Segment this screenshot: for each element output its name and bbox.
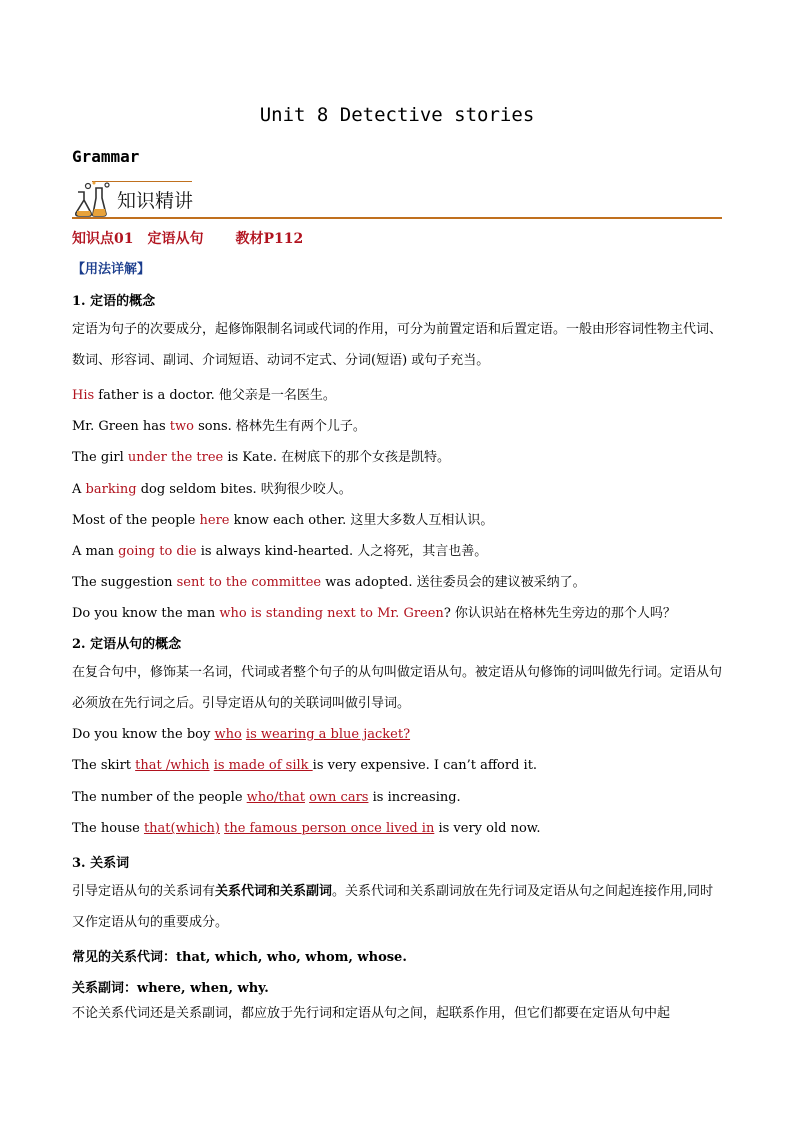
banner-title: 知识精讲 [117, 190, 194, 212]
example-line: His father is a doctor. 他父亲是一名医生。 [72, 388, 336, 403]
lab-flask-icon [72, 180, 112, 218]
relative-pronouns-line: 常见的关系代词：that, which, who, whom, whose. [72, 950, 407, 965]
example-line: The skirt that /which is made of silk is very expensive. I can’t afford it. [72, 758, 538, 773]
relative-adverbs-line: 关系副词：where, when, why. [72, 981, 269, 996]
knowledge-point-heading [72, 228, 317, 248]
example-line: A barking dog seldom bites. 吠狗很少咬人。 [72, 482, 352, 497]
example-line: The girl under the tree is Kate. 在树底下的那个女孩是凯特。 [72, 450, 450, 465]
section1-heading: 1. 定语的概念 [72, 294, 156, 309]
example-line: The number of the people who/that own cars is increasing. [72, 790, 461, 805]
knowledge-banner [72, 178, 722, 220]
example-line: A man going to die is always kind-hearted. 人之将死，其言也善。 [72, 544, 488, 559]
section1-paragraph: 定语为句子的次要成分，起修饰限制名词或代词的作用，可分为前置定语和后置定语。一般由形容词性物主代词、数词、形容词、副词、介词短语、动词不定式、分词(短语) 或句子充当。 [72, 322, 723, 368]
kp-number: 知识点01 [72, 231, 134, 247]
page-title: Unit 8 Detective stories [259, 104, 535, 126]
kp-topic: 定语从句 [147, 231, 204, 247]
section2-paragraph: 在复合句中，修饰某一名词，代词或者整个句子的从句叫做定语从句。被定语从句修饰的词叫做先行词。定语从句必须放在先行词之后。引导定语从句的关联词叫做引导词。 [72, 665, 723, 711]
example-line: Do you know the boy who is wearing a blue jacket? [72, 727, 411, 742]
example-line: The house that(which) the famous person once lived in is very old now. [72, 821, 541, 836]
section3-last-paragraph: 不论关系代词还是关系副词，都应放于先行词和定语从句之间，起联系作用，但它们都要在定语从句中起 [72, 1006, 671, 1021]
usage-label: 【用法详解】 [72, 262, 151, 277]
example-line: Mr. Green has two sons. 格林先生有两个儿子。 [72, 419, 366, 434]
section3-heading: 3. 关系词 [72, 856, 130, 871]
kp-reference: 教材P112 [235, 231, 304, 247]
section-label: Grammar [72, 147, 140, 166]
example-line: Do you know the man who is standing next to Mr. Green? 你认识站在格林先生旁边的那个人吗？ [72, 606, 676, 621]
section3-paragraph: 引导定语从句的关系词有关系代词和关系副词。关系代词和关系副词放在先行词及定语从句之间起连接作用,同时又作定语从句的重要成分。 [72, 884, 714, 930]
banner-rule [72, 217, 722, 219]
example-line: Most of the people here know each other. 这里大多数人互相认识。 [72, 513, 494, 528]
section2-heading: 2. 定语从句的概念 [72, 637, 182, 652]
example-line: The suggestion sent to the committee was adopted. 送往委员会的建议被采纳了。 [72, 575, 586, 590]
